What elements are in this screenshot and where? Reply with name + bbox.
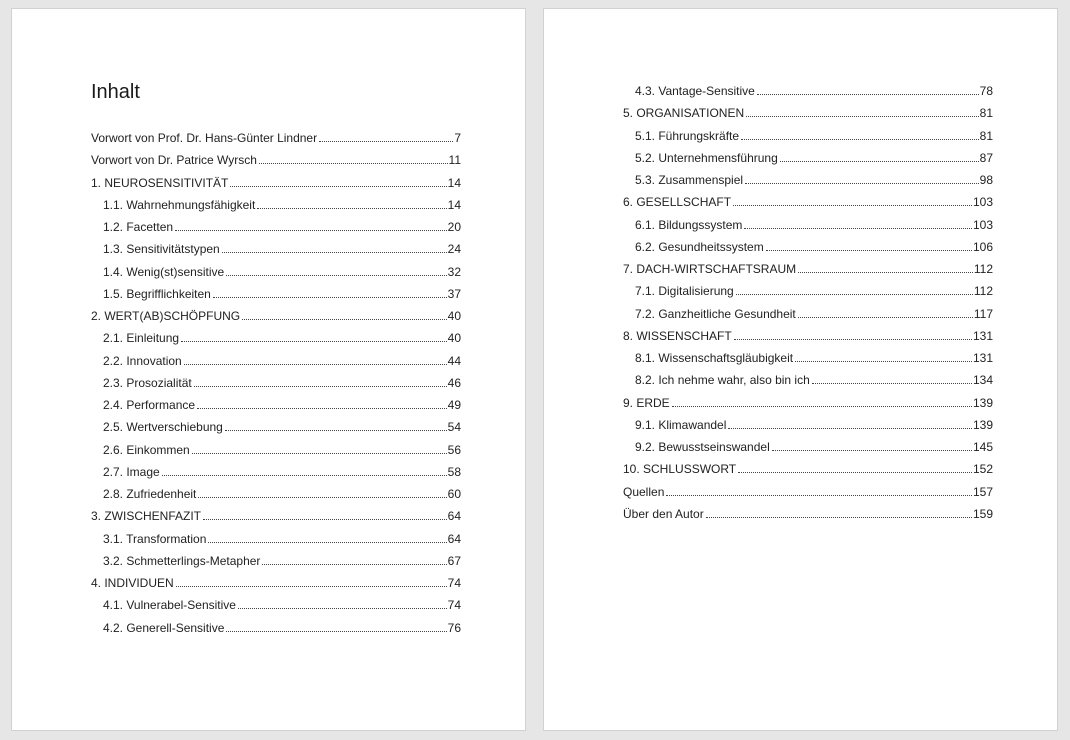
document-page-right	[543, 8, 1058, 731]
toc-entry-label: 9. ERDE	[623, 395, 670, 410]
toc-dot-leader	[262, 563, 446, 565]
toc-entry-label: 7.2. Ganzheitliche Gesundheit	[635, 306, 796, 321]
toc-entry-label: 5. ORGANISATIONEN	[623, 106, 745, 121]
toc-entry[interactable]	[623, 392, 993, 414]
toc-entry-label: 4.2. Generell-Sensitive	[103, 620, 225, 635]
toc-entry-label: 5.1. Führungskräfte	[635, 128, 740, 143]
toc-dot-leader	[728, 427, 972, 429]
toc-entry[interactable]	[623, 80, 993, 102]
toc-entry-page-number: 139	[972, 417, 993, 432]
toc-entry-page-number: 74	[447, 598, 461, 613]
toc-entry-page-number: 117	[973, 306, 993, 321]
toc-entry[interactable]	[623, 347, 993, 369]
toc-dot-leader	[230, 185, 446, 187]
toc-entry[interactable]	[91, 483, 461, 505]
toc-list-left	[91, 127, 461, 639]
toc-entry[interactable]	[623, 280, 993, 302]
toc-entry[interactable]	[91, 439, 461, 461]
toc-dot-leader	[242, 318, 447, 320]
toc-entry-page-number: 24	[447, 242, 461, 257]
toc-entry-label: 2.7. Image	[103, 464, 160, 479]
toc-dot-leader	[184, 363, 447, 365]
toc-dot-leader	[745, 182, 979, 184]
toc-entry[interactable]	[623, 258, 993, 280]
toc-entry-page-number: 106	[972, 239, 993, 254]
toc-entry-page-number: 139	[972, 395, 993, 410]
toc-dot-leader	[226, 630, 446, 632]
toc-entry-page-number: 64	[447, 509, 461, 524]
toc-dot-leader	[197, 407, 447, 409]
toc-dot-leader	[259, 162, 448, 164]
toc-dot-leader	[733, 204, 972, 206]
toc-entry-label: 3.1. Transformation	[103, 531, 207, 546]
toc-entry-page-number: 131	[972, 328, 993, 343]
toc-entry-page-number: 32	[447, 264, 461, 279]
toc-entry-label: 9.1. Klimawandel	[635, 417, 727, 432]
toc-dot-leader	[198, 496, 446, 498]
toc-entry[interactable]	[623, 369, 993, 391]
toc-dot-leader	[226, 274, 446, 276]
toc-entry[interactable]	[91, 261, 461, 283]
toc-entry-label: 6.2. Gesundheitssystem	[635, 239, 764, 254]
toc-entry-label: 8. WISSENSCHAFT	[623, 328, 732, 343]
toc-dot-leader	[192, 452, 447, 454]
toc-dot-leader	[812, 382, 972, 384]
toc-entry-page-number: 78	[979, 84, 993, 98]
toc-dot-leader	[222, 251, 447, 253]
toc-entry-label: 2. WERT(AB)SCHÖPFUNG	[91, 309, 241, 323]
toc-entry-page-number: 40	[447, 309, 461, 323]
toc-entry[interactable]	[91, 372, 461, 394]
toc-entry-page-number: 74	[447, 576, 461, 590]
toc-entry-label: 7. DACH-WIRTSCHAFTSRAUM	[623, 262, 797, 276]
toc-entry-label: 2.8. Zufriedenheit	[103, 487, 197, 501]
toc-entry-label: Quellen	[623, 484, 665, 499]
toc-entry[interactable]	[91, 127, 461, 149]
toc-entry[interactable]	[623, 436, 993, 458]
toc-entry-label: 2.1. Einleitung	[103, 331, 180, 346]
toc-entry-label: Über den Autor	[623, 506, 704, 521]
toc-entry[interactable]	[91, 416, 461, 438]
toc-entry-page-number: 37	[447, 286, 461, 301]
toc-entry[interactable]	[91, 305, 461, 327]
toc-entry-page-number: 112	[973, 262, 993, 276]
toc-entry-label: 1.5. Begrifflichkeiten	[103, 286, 211, 301]
toc-entry-page-number: 44	[447, 353, 461, 368]
toc-entry-page-number: 81	[979, 106, 993, 121]
toc-entry[interactable]	[91, 283, 461, 305]
toc-entry-label: 2.4. Performance	[103, 398, 196, 412]
toc-entry-label: 8.1. Wissenschaftsgläubigkeit	[635, 351, 794, 365]
toc-entry-page-number: 112	[973, 284, 993, 299]
toc-entry-label: Vorwort von Prof. Dr. Hans-Günter Lindner	[91, 131, 318, 145]
toc-dot-leader	[757, 93, 979, 95]
toc-entry[interactable]	[91, 216, 461, 238]
toc-entry-label: 1.2. Facetten	[103, 220, 174, 234]
toc-list-right	[623, 80, 993, 525]
toc-entry-page-number: 11	[448, 153, 461, 168]
toc-entry-label: Vorwort von Dr. Patrice Wyrsch	[91, 153, 257, 168]
toc-entry-label: 4. INDIVIDUEN	[91, 576, 174, 590]
toc-dot-leader	[736, 293, 973, 295]
toc-dot-leader	[208, 541, 446, 543]
toc-entry-label: 9.2. Bewusstseinswandel	[635, 440, 770, 454]
toc-entry[interactable]	[91, 238, 461, 260]
toc-entry-label: 8.2. Ich nehme wahr, also bin ich	[635, 373, 810, 388]
toc-entry[interactable]	[91, 528, 461, 550]
toc-entry[interactable]	[623, 147, 993, 169]
toc-entry-page-number: 60	[447, 487, 461, 501]
toc-entry-page-number: 87	[979, 150, 993, 165]
toc-entry[interactable]	[623, 414, 993, 436]
toc-entry-page-number: 67	[447, 553, 461, 568]
toc-entry[interactable]	[623, 169, 993, 191]
toc-entry[interactable]	[91, 461, 461, 483]
toc-entry[interactable]	[91, 617, 461, 639]
toc-entry-label: 10. SCHLUSSWORT	[623, 462, 737, 477]
toc-entry-page-number: 159	[972, 506, 993, 521]
toc-dot-leader	[772, 449, 972, 451]
toc-entry-page-number: 98	[979, 173, 993, 187]
toc-entry[interactable]	[623, 191, 993, 213]
toc-entry-label: 5.2. Unternehmensführung	[635, 150, 778, 165]
toc-entry-page-number: 76	[447, 620, 461, 635]
toc-entry-label: 7.1. Digitalisierung	[635, 284, 734, 299]
toc-dot-leader	[666, 494, 972, 496]
toc-entry-page-number: 152	[972, 462, 993, 477]
toc-entry[interactable]	[623, 503, 993, 525]
toc-dot-leader	[798, 271, 973, 273]
toc-dot-leader	[738, 471, 972, 473]
toc-entry-page-number: 20	[447, 220, 461, 234]
toc-entry[interactable]	[91, 572, 461, 594]
toc-dot-leader	[213, 296, 447, 298]
toc-entry-page-number: 46	[447, 375, 461, 390]
toc-title: Inhalt	[91, 81, 140, 103]
toc-dot-leader	[257, 207, 446, 209]
toc-dot-leader	[181, 340, 447, 342]
toc-entry[interactable]	[623, 214, 993, 236]
toc-dot-leader	[766, 249, 972, 251]
toc-dot-leader	[225, 429, 447, 431]
toc-dot-leader	[734, 338, 972, 340]
toc-entry-page-number: 131	[972, 351, 993, 365]
toc-entry[interactable]	[91, 172, 461, 194]
toc-entry[interactable]	[623, 102, 993, 124]
toc-entry[interactable]	[623, 458, 993, 480]
toc-dot-leader	[203, 518, 447, 520]
toc-entry[interactable]	[91, 594, 461, 616]
toc-entry-page-number: 58	[447, 464, 461, 479]
toc-entry[interactable]	[623, 325, 993, 347]
toc-entry-label: 3.2. Schmetterlings-Metapher	[103, 553, 261, 568]
toc-entry-label: 2.2. Innovation	[103, 353, 182, 368]
toc-dot-leader	[176, 585, 447, 587]
toc-entry-label: 4.3. Vantage-Sensitive	[635, 84, 755, 98]
toc-entry-page-number: 81	[979, 128, 993, 143]
toc-entry-label: 3. ZWISCHENFAZIT	[91, 509, 202, 524]
toc-entry[interactable]	[91, 350, 461, 372]
toc-entry-page-number: 7	[454, 131, 461, 145]
toc-entry[interactable]	[623, 481, 993, 503]
toc-entry-page-number: 14	[447, 175, 461, 190]
toc-entry[interactable]	[91, 394, 461, 416]
toc-dot-leader	[780, 160, 979, 162]
toc-entry-label: 6. GESELLSCHAFT	[623, 195, 732, 210]
toc-entry-page-number: 56	[447, 442, 461, 457]
toc-entry-label: 2.6. Einkommen	[103, 442, 190, 457]
toc-entry[interactable]	[623, 236, 993, 258]
toc-dot-leader	[162, 474, 447, 476]
toc-entry-label: 1. NEUROSENSITIVITÄT	[91, 175, 229, 190]
toc-dot-leader	[238, 607, 447, 609]
toc-entry[interactable]	[91, 550, 461, 572]
toc-entry-label: 2.5. Wertverschiebung	[103, 420, 223, 435]
toc-dot-leader	[194, 385, 447, 387]
toc-dot-leader	[746, 115, 979, 117]
toc-entry-label: 1.1. Wahrnehmungsfähigkeit	[103, 197, 256, 212]
toc-dot-leader	[795, 360, 972, 362]
toc-entry-label: 1.4. Wenig(st)sensitive	[103, 264, 225, 279]
toc-entry-page-number: 103	[972, 217, 993, 232]
toc-entry-page-number: 54	[447, 420, 461, 435]
toc-entry-page-number: 103	[972, 195, 993, 210]
toc-entry[interactable]	[91, 149, 461, 171]
toc-entry-page-number: 40	[447, 331, 461, 346]
document-page-left	[11, 8, 526, 731]
toc-entry-label: 2.3. Prosozialität	[103, 375, 192, 390]
toc-dot-leader	[798, 316, 973, 318]
toc-dot-leader	[744, 227, 972, 229]
toc-entry-page-number: 14	[447, 197, 461, 212]
toc-entry[interactable]	[91, 505, 461, 527]
toc-entry-page-number: 157	[972, 484, 993, 499]
toc-dot-leader	[319, 140, 453, 142]
toc-entry[interactable]	[91, 327, 461, 349]
toc-entry-label: 6.1. Bildungssystem	[635, 217, 743, 232]
toc-dot-leader	[706, 516, 972, 518]
toc-entry-label: 5.3. Zusammenspiel	[635, 173, 744, 187]
toc-dot-leader	[672, 405, 972, 407]
toc-entry[interactable]	[623, 125, 993, 147]
toc-entry-page-number: 49	[447, 398, 461, 412]
toc-dot-leader	[741, 138, 979, 140]
toc-entry-page-number: 145	[972, 440, 993, 454]
toc-entry[interactable]	[91, 194, 461, 216]
toc-entry-page-number: 64	[447, 531, 461, 546]
toc-entry[interactable]	[623, 303, 993, 325]
toc-entry-label: 4.1. Vulnerabel-Sensitive	[103, 598, 236, 613]
toc-entry-label: 1.3. Sensitivitätstypen	[103, 242, 220, 257]
toc-entry-page-number: 134	[972, 373, 993, 388]
toc-dot-leader	[175, 229, 447, 231]
